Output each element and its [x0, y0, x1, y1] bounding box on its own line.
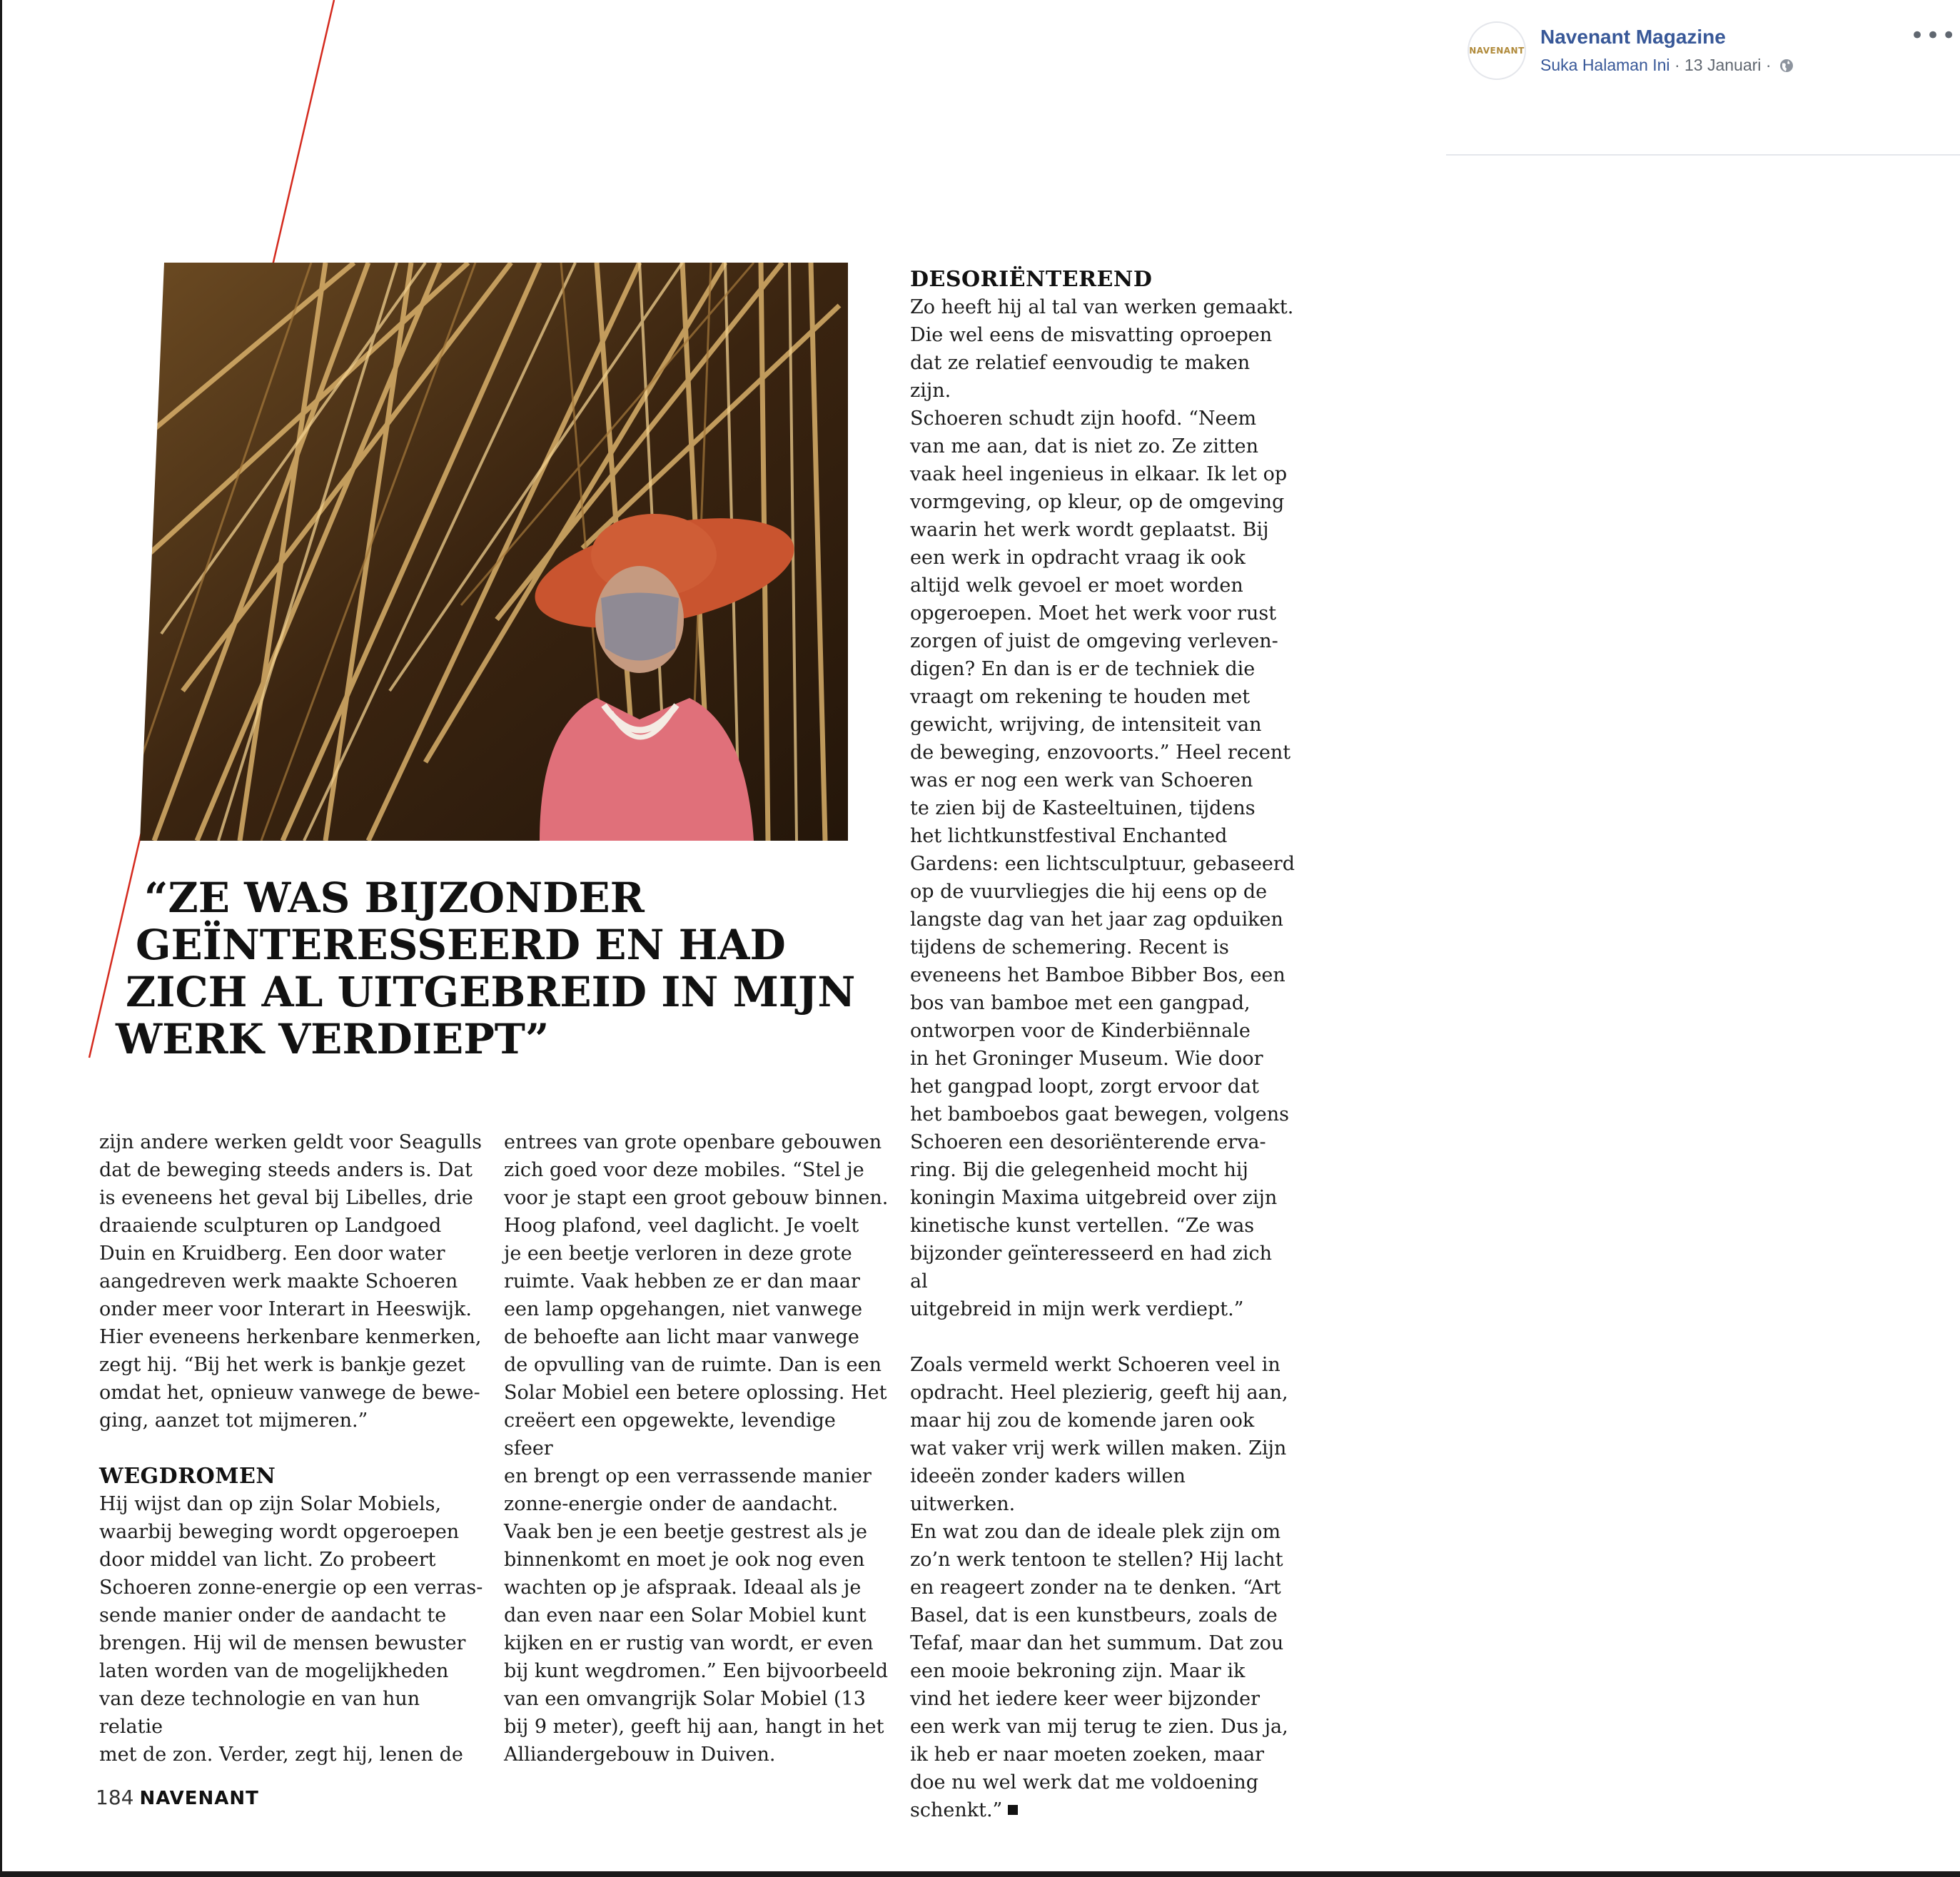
pull-quote-line-3: ZICH AL UITGEBREID IN MIJN [126, 968, 856, 1016]
meta-separator: · [1674, 56, 1680, 74]
magazine-name: NAVENANT [139, 1788, 259, 1809]
more-options-button[interactable]: ••• [1910, 21, 1958, 50]
page-number: 184 [96, 1786, 134, 1809]
end-mark-icon [1008, 1805, 1018, 1815]
section-heading-wegdromen: WEGDROMEN [99, 1464, 276, 1489]
bamboo-portrait-image [140, 263, 848, 841]
post-date-link[interactable]: 13 Januari [1684, 56, 1762, 74]
section-heading-desorienterend: DESORIËNTEREND [910, 267, 1153, 292]
pull-quote-line-4: WERK VERDIEPT” [116, 1015, 550, 1063]
page-folio [96, 1786, 259, 1809]
pull-quote-line-1: “ZE WAS BIJZONDER [144, 874, 645, 922]
page-bottom-edge [0, 1871, 1960, 1877]
pull-quote-line-2: GEÏNTERESSEERD EN HAD [136, 921, 786, 969]
like-page-link[interactable]: Suka Halaman Ini [1540, 56, 1670, 74]
header-divider [1446, 154, 1960, 156]
paragraph: Hij wijst dan op zijn Solar Mobiels, waarbij beweging wordt opgeroepen door middel van licht. Zo probeert Schoeren zonne-energie op een verras- sende manier onder de aandacht te brengen. Hij wil de mensen bewuster laten worden van de mogelijkheden van deze technologie en van hun relatie met de zon. Verder, zegt hij, lenen de [99, 1493, 483, 1766]
post-header [1446, 0, 1960, 157]
article-photo [140, 263, 848, 841]
avatar-logo-text: NAVENANT [1469, 46, 1525, 56]
article-column-2 [504, 1128, 889, 1769]
paragraph: zijn andere werken geldt voor Seagulls dat de beweging steeds anders is. Dat is eveneens het geval bij Libelles, drie draaiende sculpturen op Landgoed Duin en Kruidberg. Een door water aangedreven werk maakte Schoeren onder meer voor Interart in Heeswijk. Hier eveneens herkenbare kenmerken, zegt hij. “Bij het werk is bankje gezet omdat het, opnieuw vanwege de bewe- ging, aanzet tot mijmeren.” [99, 1131, 482, 1432]
post-meta [1540, 56, 1794, 75]
paragraph-text: Zoals vermeld werkt Schoeren veel in opdracht. Heel plezierig, geeft hij aan, maar hij zou de komende jaren ook wat vaker vrij werk willen maken. Zijn ideeën zonder kaders willen uitwerken. En wat zou dan de ideale plek zijn om zo’n werk tentoon te stellen? Hij lacht en reageert zonder na te denken. “Art Basel, dat is een kunstbeurs, zoals de Tefaf, maar dan het summum. Dat zou een mooie bekroning zijn. Maar ik vind het iedere keer weer bijzonder een werk van mij terug te zien. Dus ja, ik heb er naar moeten zoeken, maar doe nu wel werk dat me voldoening schenkt.” [910, 1354, 1288, 1821]
page-name-link[interactable]: Navenant Magazine [1540, 26, 1726, 48]
globe-icon[interactable] [1779, 58, 1794, 74]
article-column-3 [910, 265, 1295, 1824]
paragraph-final [910, 1351, 1295, 1824]
page-avatar[interactable] [1468, 21, 1526, 80]
article-column-1 [99, 1128, 485, 1769]
meta-separator: · [1765, 56, 1772, 74]
paragraph: entrees van grote openbare gebouwen zich goed voor deze mobiles. “Stel je voor je stapt een groot gebouw binnen. Hoog plafond, veel daglicht. Je voelt je een beetje verloren in deze grote ruimte. Vaak hebben ze er dan maar een lamp opgehangen, niet vanwege de behoefte aan licht maar vanwege de opvulling van de ruimte. Dan is een Solar Mobiel een betere oplossing. Het creëert een opgewekte, levendige sfeer en brengt op een verrassende manier zonne-energie onder de aandacht. Vaak ben je een beetje gestrest als je binnenkomt en moet je ook nog even wachten op je afspraak. Ideaal als je dan even naar een Solar Mobiel kunt kijken en er rustig van wordt, er even bij kunt wegdromen.” Een bijvoorbeeld van een omvangrijk Solar Mobiel (13 bij 9 meter), geeft hij aan, hangt in het Alliandergebouw in Duiven. [504, 1131, 889, 1766]
pull-quote [116, 874, 856, 1063]
paragraph: Zo heeft hij al tal van werken gemaakt. Die wel eens de misvatting oproepen dat ze relatief eenvoudig te maken zijn. Schoeren schudt zijn hoofd. “Neem van me aan, dat is niet zo. Ze zitten vaak heel ingenieus in elkaar. Ik let op vormgeving, op kleur, op de omgeving waarin het werk wordt geplaatst. Bij een werk in opdracht vraag ik ook altijd welk gevoel er moet worden opgeroepen. Moet het werk voor rust zorgen of juist de omgeving verleven- digen? En dan is er de techniek die vraagt om rekening te houden met gewicht, wrijving, de intensiteit van de beweging, enzovoorts.” Heel recent was er nog een werk van Schoeren te zien bij de Kasteeltuinen, tijdens het lichtkunstfestival Enchanted Gardens: een lichtsculptuur, gebaseerd op de vuurvliegjes die hij eens op de langste dag van het jaar zag opduiken tijdens de schemering. Recent is eveneens het Bamboe Bibber Bos, een bos van bamboe met een gangpad, ontworpen voor de Kinderbiënnale in het Groninger Museum. Wie door het gangpad loopt, zorgt ervoor dat het bamboebos gaat bewegen, volgens Schoeren een desoriënterende erva- ring. Bij die gelegenheid mocht hij koningin Maxima uitgebreid over zijn kinetische kunst vertellen. “Ze was bijzonder geïnteresseerd en had zich al uitgebreid in mijn werk verdiept.” [910, 296, 1295, 1320]
